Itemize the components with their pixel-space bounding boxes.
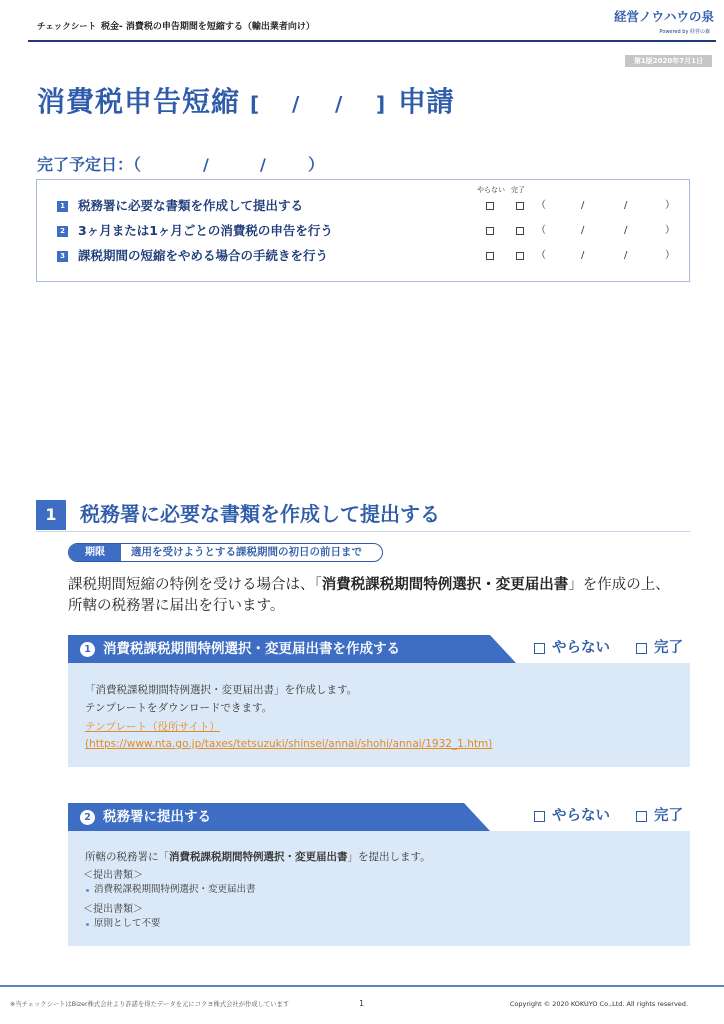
step-skip-label: やらない bbox=[552, 640, 610, 656]
date-slash: / bbox=[624, 200, 628, 211]
step-intro-form-name: 消費税課税期間特例選択・変更届出書 bbox=[169, 851, 348, 863]
logo-wordmark: 経営ノウハウの泉 bbox=[614, 9, 715, 24]
bullet-icon bbox=[86, 889, 89, 892]
step-header bbox=[0, 803, 724, 831]
item-title: 3ヶ月または1ヶ月ごとの消費税の申告を行う bbox=[78, 223, 333, 238]
deadline-pill bbox=[68, 543, 383, 562]
step-title: 税務署に提出する bbox=[103, 809, 211, 825]
section-number-badge: 1 bbox=[36, 500, 66, 530]
bullet-icon bbox=[86, 923, 89, 926]
deadline-text: 適用を受けようとする課税期間の初日の前日まで bbox=[131, 546, 362, 558]
step-text-line: 「消費税課税期間特例選択・変更届出書」を作成します。 bbox=[85, 684, 358, 696]
step-title: 消費税課税期間特例選択・変更届出書を作成する bbox=[103, 641, 400, 657]
footer-divider bbox=[0, 985, 724, 987]
checklist-item bbox=[0, 224, 724, 240]
done-checkbox[interactable] bbox=[516, 227, 524, 235]
step-content-panel bbox=[68, 831, 690, 946]
date-slash: / bbox=[581, 250, 585, 261]
skip-checkbox[interactable] bbox=[486, 202, 494, 210]
item-title: 税務署に必要な書類を作成して提出する bbox=[78, 198, 304, 213]
page-title-suffix: 申請 bbox=[398, 85, 455, 118]
date-close-paren: ） bbox=[665, 200, 675, 211]
checklist-item bbox=[0, 249, 724, 265]
intro-text: 」を作成の上、 bbox=[568, 577, 670, 593]
title-date-slash: / bbox=[292, 92, 300, 116]
date-open-paren: （ bbox=[536, 225, 546, 236]
intro-form-name: 消費税課税期間特例選択・変更届出書 bbox=[321, 577, 569, 593]
item-number-badge: 1 bbox=[57, 201, 68, 212]
copyright: Copyright © 2020 KOKUYO Co.,Ltd. All rights reserved. bbox=[509, 1000, 688, 1008]
checklist-item bbox=[0, 199, 724, 215]
document-list-item: 原則として不要 bbox=[94, 918, 161, 929]
page-number: 1 bbox=[359, 999, 365, 1008]
date-open-paren: （ bbox=[536, 200, 546, 211]
item-number-badge: 3 bbox=[57, 251, 68, 262]
date-slash: / bbox=[624, 225, 628, 236]
step-intro-text: 」を提出します。 bbox=[347, 851, 431, 863]
section-intro-line bbox=[68, 578, 670, 593]
step-skip-checkbox[interactable] bbox=[534, 811, 545, 822]
done-checkbox[interactable] bbox=[516, 252, 524, 260]
date-open-paren: （ bbox=[536, 250, 546, 261]
step-intro bbox=[85, 852, 431, 863]
deadline-label: 期限 bbox=[69, 544, 121, 561]
date-close-paren: ） bbox=[665, 250, 675, 261]
step-header bbox=[0, 635, 724, 663]
date-slash: / bbox=[581, 225, 585, 236]
site-logo bbox=[612, 8, 718, 40]
done-checkbox[interactable] bbox=[516, 202, 524, 210]
step-skip-checkbox[interactable] bbox=[534, 643, 545, 654]
step-text-line: テンプレートをダウンロードできます。 bbox=[85, 702, 273, 714]
step-done-label: 完了 bbox=[654, 640, 683, 656]
section-title: 税務署に必要な書類を作成して提出する bbox=[80, 502, 440, 526]
due-date-label: 完了予定日：（ bbox=[37, 155, 142, 174]
due-date-slash: / bbox=[203, 155, 209, 174]
template-link-url[interactable]: (https://www.nta.go.jp/taxes/tetsuzuki/shinsei/annai/shohi/annai/1932_1.htm) bbox=[85, 738, 493, 750]
step-content-panel bbox=[68, 663, 690, 767]
skip-checkbox[interactable] bbox=[486, 227, 494, 235]
column-done-label: 完了 bbox=[511, 186, 525, 194]
document-group-heading: ＜提出書類＞ bbox=[83, 870, 143, 881]
section-underline bbox=[36, 531, 690, 532]
item-number-badge: 2 bbox=[57, 226, 68, 237]
step-skip-label: やらない bbox=[552, 808, 610, 824]
step-number-circle: 1 bbox=[80, 642, 95, 657]
title-bracket-open: [ bbox=[250, 92, 260, 116]
date-close-paren: ） bbox=[665, 225, 675, 236]
document-list-item: 消費税課税期間特例選択・変更届出書 bbox=[94, 884, 256, 895]
page-title: 消費税申告短縮 bbox=[37, 85, 241, 118]
footer-note: ※当チェックシートはBizer株式会社より許諾を得たデータを元にコクヨ株式会社が作成しています bbox=[10, 1001, 290, 1008]
due-date-close-paren: ） bbox=[308, 155, 325, 174]
document-group-heading: ＜提出書類＞ bbox=[83, 904, 143, 915]
due-date-slash: / bbox=[260, 155, 266, 174]
step-done-label: 完了 bbox=[654, 808, 683, 824]
column-skip-label: やらない bbox=[477, 186, 505, 194]
sheet-type-label: チェックシート bbox=[37, 22, 97, 32]
date-slash: / bbox=[624, 250, 628, 261]
step-done-checkbox[interactable] bbox=[636, 811, 647, 822]
date-slash: / bbox=[581, 200, 585, 211]
logo-powered-by: Powered by 経営の森 bbox=[659, 29, 710, 35]
template-link[interactable]: テンプレート（役所サイト） bbox=[85, 721, 220, 733]
version-badge: 第1版2020年7月1日 bbox=[625, 55, 712, 67]
title-bracket-close: ] bbox=[376, 92, 386, 116]
step-done-checkbox[interactable] bbox=[636, 643, 647, 654]
skip-checkbox[interactable] bbox=[486, 252, 494, 260]
intro-text: 課税期間短縮の特例を受ける場合は、「 bbox=[68, 577, 322, 593]
step-number-circle: 2 bbox=[80, 810, 95, 825]
section-intro-line: 所轄の税務署に届出を行います。 bbox=[68, 598, 285, 614]
header-divider bbox=[28, 40, 716, 42]
sheet-title: 税金- 消費税の申告期間を短縮する（輸出業者向け） bbox=[101, 22, 315, 32]
title-date-slash: / bbox=[335, 92, 343, 116]
item-title: 課税期間の短縮をやめる場合の手続きを行う bbox=[78, 248, 329, 263]
step-intro-text: 所轄の税務署に「 bbox=[85, 851, 169, 863]
